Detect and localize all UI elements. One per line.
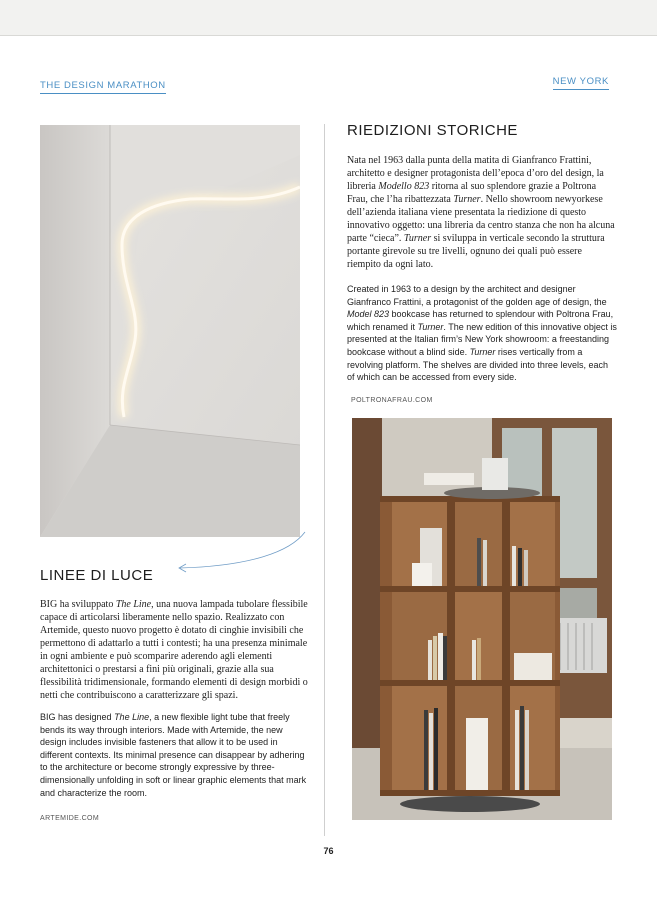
column-divider	[324, 124, 325, 836]
left-article-source: ARTEMIDE.COM	[40, 815, 100, 822]
left-article-title: LINEE DI LUCE	[40, 567, 154, 584]
section-header: THE DESIGN MARATHON	[40, 80, 166, 91]
city-header: NEW YORK	[552, 76, 609, 87]
left-article-italian-text: BIG ha sviluppato The Line, una nuova lampada tubolare flessibile capace di articolarsi liberamente nello spazio. Realizzato con Artemide, questo nuovo progetto è dotato di cinghie invisibili che permettono di adattarlo a tutti i contesti; ha una presenza minimale in ogni ambiente e può scomparire aderendo agli elementi architettonici o prestarsi a fini più originali, grazie alla sua flessibilità tridimensionale, formando elementi di design morbidi o netti che contribuiscono a caratterizzare gli spazi.	[40, 599, 308, 701]
right-article-english-text: Created in 1963 to a design by the architect and designer Gianfranco Frattini, a protagonist of the golden age of design, the Model 823 bookcase has returned to splendour with Poltrona Frau, which renamed it Turner. The new edition of this innovative object is presented at the Italian firm’s New York showroom: a freestanding bookcase without a blind side. Turner rises vertically from a revolving platform. The shelves are divided into three levels, each of which can be accessed from every side.	[347, 284, 617, 383]
right-article-italian-text: Nata nel 1963 dalla punta della matita di Gianfranco Frattini, architetto e designer protagonista dell’epoca d’oro del design, la libreria Modello 823 ritorna al suo splendore grazie a Poltrona Frau, che l’ha ribattezzata Turner. Nello showroom newyorkese dell’azienda italiana viene presentata la riedizione di questo innovativo oggetto: una libreria da centro stanza che non ha alcuna parte “cieca”. Turner si sviluppa in verticale secondo la struttura portante girevole su tre livelli, ognuno dei quali può essere riempito da ogni lato.	[347, 155, 615, 270]
top-band	[0, 0, 657, 36]
pointer-arrow-icon	[170, 530, 310, 580]
right-article-title: RIEDIZIONI STORICHE	[347, 122, 518, 139]
right-article-source: POLTRONAFRAU.COM	[351, 397, 433, 404]
lamp-photo	[40, 125, 300, 537]
left-article-english-text: BIG has designed The Line, a new flexible light tube that freely bends its way through interiors. Made with Artemide, the new design includes invisible fasteners that allow it to be used in different contexts. Its minimal presence can disappear by adhering to the architecture or become strongly expressive by three-dimensionally unfolding in soft or linear graphic elements that mark and characterize the room.	[40, 712, 307, 798]
page-number: 76	[323, 846, 334, 856]
bookcase-photo	[352, 418, 612, 820]
